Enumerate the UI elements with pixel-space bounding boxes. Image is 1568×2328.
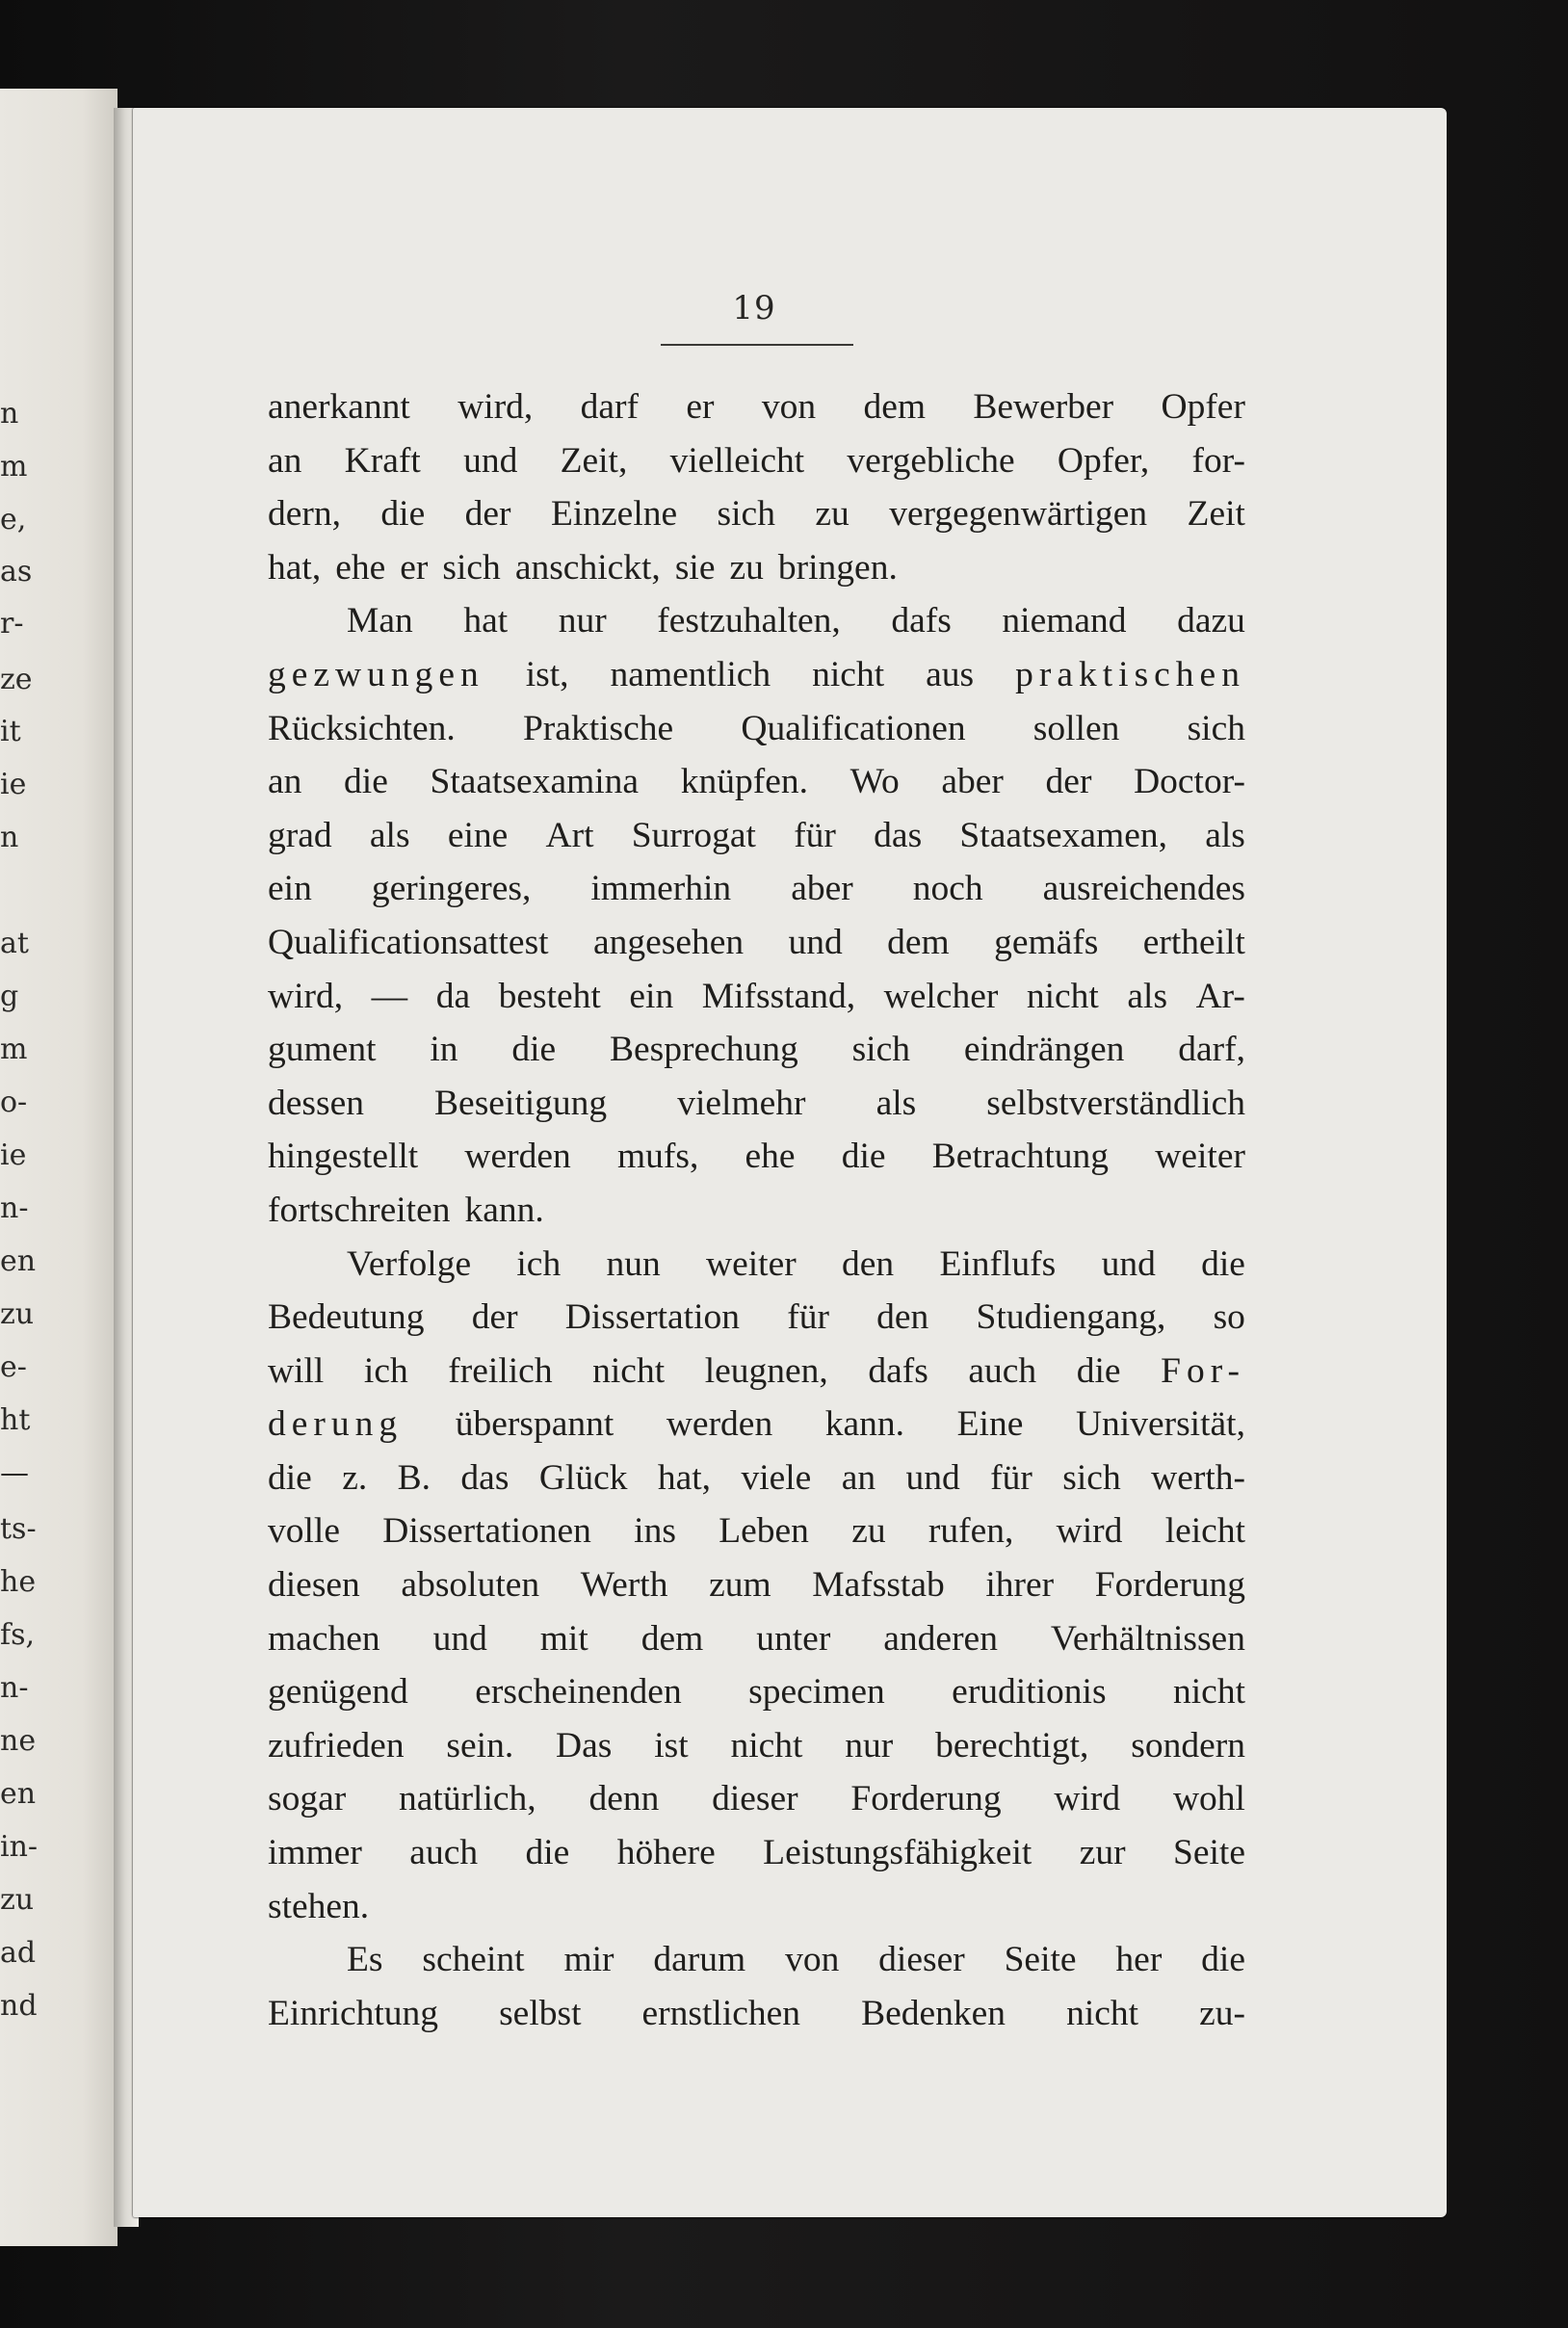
text-word: Opfer xyxy=(1161,387,1245,427)
text-word: für xyxy=(787,1297,829,1338)
text-word: festzuhalten, xyxy=(657,601,841,641)
text-word: Bewerber xyxy=(973,387,1114,427)
text-word: dieser xyxy=(878,1940,965,1980)
text-word: Besprechung xyxy=(609,1030,798,1070)
text-word: nicht xyxy=(730,1725,803,1766)
text-word: Eine xyxy=(956,1404,1024,1445)
page-number: 19 xyxy=(732,289,776,327)
text-word: als xyxy=(1205,815,1245,855)
text-word: auch xyxy=(409,1833,479,1873)
text-word: hingestellt xyxy=(268,1137,419,1177)
text-word: Einzelne xyxy=(550,494,678,535)
text-word: das xyxy=(874,815,923,855)
text-word: dem xyxy=(640,1618,704,1659)
text-word: der xyxy=(464,494,511,535)
text-word: in xyxy=(430,1030,458,1070)
left-page-fragment: at xyxy=(0,927,29,960)
left-page-fragment: o- xyxy=(0,1086,28,1119)
left-page-fragment: n- xyxy=(0,1191,29,1225)
text-word: Bedenken xyxy=(861,1993,1006,2033)
text-line xyxy=(268,1826,1245,1880)
text-word: Qualificationen xyxy=(741,708,966,748)
text-word: ausreichendes xyxy=(1042,869,1245,909)
text-word: den xyxy=(842,1243,895,1284)
left-page-fragment: m xyxy=(0,1033,28,1066)
text-word: absoluten xyxy=(401,1565,540,1606)
text-word: dieser xyxy=(712,1779,798,1819)
text-word: dafs xyxy=(891,601,952,641)
text-word: werth- xyxy=(1151,1457,1245,1498)
text-word: Einrichtung xyxy=(268,1993,439,2033)
text-line xyxy=(268,1345,1245,1399)
text-line xyxy=(268,1452,1245,1505)
text-word: hat xyxy=(463,601,509,641)
text-line xyxy=(268,1504,1245,1558)
text-word: zufrieden xyxy=(268,1725,405,1766)
text-word: Art xyxy=(545,815,594,855)
text-word: namentlich xyxy=(610,654,771,694)
text-word: rufen, xyxy=(928,1511,1014,1552)
text-word: die xyxy=(1201,1243,1245,1284)
text-word: sich xyxy=(1187,708,1245,748)
text-word: wird xyxy=(1054,1779,1121,1819)
text-word: von xyxy=(785,1940,840,1980)
text-word: leicht xyxy=(1164,1511,1245,1552)
text-line xyxy=(268,1558,1245,1612)
text-line xyxy=(268,1719,1245,1773)
text-word: zu xyxy=(851,1511,886,1552)
text-word: Mafsstab xyxy=(812,1565,945,1606)
text-word: Es xyxy=(347,1940,383,1980)
text-word: vergebliche xyxy=(847,440,1015,481)
text-word: er xyxy=(400,547,429,588)
text-word: sich xyxy=(442,547,501,588)
text-word: unter xyxy=(756,1618,831,1659)
text-line xyxy=(268,487,1245,541)
text-line xyxy=(268,1933,1245,1987)
text-word: z. xyxy=(342,1457,368,1498)
text-word: Zeit, xyxy=(560,440,628,481)
text-word: ist xyxy=(654,1725,689,1766)
text-word: angesehen xyxy=(592,922,745,962)
text-word: kann. xyxy=(824,1404,905,1445)
text-word: von xyxy=(761,387,817,427)
text-word: da xyxy=(435,976,471,1016)
text-word: ein xyxy=(629,976,674,1016)
left-page-fragment: e- xyxy=(0,1350,27,1384)
text-word: dern, xyxy=(268,494,342,535)
text-word: und xyxy=(463,440,518,481)
text-word: werden xyxy=(464,1137,571,1177)
text-word: Seite xyxy=(1172,1833,1245,1873)
right-page xyxy=(133,108,1447,2217)
text-word: Dissertation xyxy=(564,1297,741,1338)
text-word: nur xyxy=(558,601,607,641)
text-word: Rücksichten. xyxy=(268,708,456,748)
text-word: will xyxy=(268,1350,325,1391)
text-word: die xyxy=(1201,1940,1245,1980)
text-word: grad xyxy=(268,815,332,855)
text-word: aber xyxy=(941,762,1004,802)
text-word: so xyxy=(1213,1297,1245,1338)
text-line xyxy=(268,1130,1245,1184)
text-line xyxy=(268,1077,1245,1131)
text-word: eruditionis xyxy=(952,1672,1107,1713)
text-word: selbstverständlich xyxy=(986,1083,1245,1123)
left-page-fragment: r- xyxy=(0,607,24,641)
text-line xyxy=(268,755,1245,809)
left-page-fragment: it xyxy=(0,715,21,748)
text-word: leugnen, xyxy=(704,1350,828,1391)
text-word: anschickt, xyxy=(514,547,661,588)
text-word: Verfolge xyxy=(347,1243,472,1284)
text-word: zu- xyxy=(1199,1993,1245,2033)
text-word: besteht xyxy=(498,976,601,1016)
text-word: die xyxy=(1076,1350,1121,1391)
left-page-fragment: fs, xyxy=(0,1618,36,1652)
text-word: dem xyxy=(863,387,927,427)
text-line xyxy=(268,809,1245,863)
text-word: nicht xyxy=(1026,976,1099,1016)
text-word: Forderung xyxy=(850,1779,1002,1819)
text-line xyxy=(268,702,1245,756)
text-word: ein xyxy=(268,869,312,909)
text-word: mufs, xyxy=(616,1137,699,1177)
text-word: praktischen xyxy=(1015,654,1245,694)
text-word: zu xyxy=(815,494,849,535)
text-word: machen xyxy=(268,1618,380,1659)
text-word: zu xyxy=(729,547,764,588)
text-word: Kraft xyxy=(344,440,421,481)
text-word: gemäfs xyxy=(994,922,1099,962)
left-page-fragment: m xyxy=(0,450,28,484)
text-word: vielleicht xyxy=(669,440,805,481)
text-word: For- xyxy=(1161,1350,1245,1391)
text-word: dessen xyxy=(268,1083,364,1123)
text-word: fortschreiten xyxy=(268,1190,451,1230)
text-word: und xyxy=(1101,1243,1156,1284)
text-word: mit xyxy=(539,1618,588,1659)
page-number-rule xyxy=(661,344,853,346)
text-word: hat, xyxy=(268,547,322,588)
text-line xyxy=(268,380,1245,434)
text-word: derung xyxy=(268,1404,404,1445)
text-word: Bedeutung xyxy=(268,1297,425,1338)
text-word: freilich xyxy=(448,1350,553,1391)
text-word: Das xyxy=(556,1725,613,1766)
left-page-fragment: en xyxy=(0,1244,37,1278)
text-line xyxy=(268,1772,1245,1826)
text-word: Glück xyxy=(538,1457,628,1498)
text-word: werden xyxy=(666,1404,773,1445)
text-word: nun xyxy=(606,1243,661,1284)
text-word: das xyxy=(460,1457,510,1498)
text-word: welcher xyxy=(883,976,999,1016)
left-page-fragment: ie xyxy=(0,768,27,801)
text-word: berechtigt, xyxy=(935,1725,1089,1766)
text-line xyxy=(268,541,1245,595)
text-word: nicht xyxy=(1173,1672,1245,1713)
text-word: Mifsstand, xyxy=(701,976,856,1016)
text-word: Staatsexamina xyxy=(430,762,640,802)
text-word: eindrängen xyxy=(963,1030,1125,1070)
text-word: sie xyxy=(674,547,716,588)
text-word: gezwungen xyxy=(268,654,484,694)
text-line xyxy=(268,1291,1245,1345)
text-word: sogar xyxy=(268,1779,347,1819)
text-word: diesen xyxy=(268,1565,360,1606)
text-word: für xyxy=(990,1457,1032,1498)
text-word: bringen. xyxy=(777,547,898,588)
text-word: stehen. xyxy=(268,1886,370,1926)
text-word: für xyxy=(794,815,836,855)
text-word: auch xyxy=(968,1350,1037,1391)
text-word: anderen xyxy=(883,1618,998,1659)
text-word: und xyxy=(432,1618,487,1659)
text-word: und xyxy=(788,922,843,962)
text-word: an xyxy=(268,440,302,481)
left-page-edge xyxy=(0,89,118,2246)
text-word: gument xyxy=(268,1030,377,1070)
text-word: Werth xyxy=(580,1565,668,1606)
text-word: genügend xyxy=(268,1672,408,1713)
left-page-fragment: ie xyxy=(0,1138,27,1172)
left-page-fragment: n xyxy=(0,397,19,431)
text-word: nicht xyxy=(592,1350,666,1391)
text-word: weiter xyxy=(1155,1137,1245,1177)
text-word: die xyxy=(268,1457,312,1498)
text-line xyxy=(268,1665,1245,1719)
text-word: wird, xyxy=(457,387,534,427)
text-word: hat, xyxy=(657,1457,712,1498)
text-word: ertheilt xyxy=(1142,922,1245,962)
text-word: Leben xyxy=(719,1511,809,1552)
text-line xyxy=(268,648,1245,702)
text-word: Praktische xyxy=(522,708,674,748)
text-word: als xyxy=(875,1083,917,1123)
text-word: B. xyxy=(397,1457,431,1498)
text-word: niemand xyxy=(1002,601,1127,641)
text-word: Beseitigung xyxy=(434,1083,608,1123)
text-word: knüpfen. xyxy=(680,762,808,802)
text-word: an xyxy=(268,762,302,802)
text-word: vergegenwärtigen xyxy=(889,494,1148,535)
text-word: kann. xyxy=(464,1190,544,1230)
text-line xyxy=(268,1880,1245,1934)
left-page-fragment: en xyxy=(0,1777,37,1811)
left-page-fragment: in- xyxy=(0,1830,39,1864)
left-page-fragment: ze xyxy=(0,663,33,696)
text-word: vielmehr xyxy=(677,1083,806,1123)
text-word: Seite xyxy=(1004,1940,1077,1980)
text-word: Surrogat xyxy=(631,815,756,855)
text-line xyxy=(268,594,1245,648)
text-word: sich xyxy=(717,494,775,535)
text-word: eine xyxy=(447,815,509,855)
text-word: Verhältnissen xyxy=(1050,1618,1245,1659)
text-word: dafs xyxy=(868,1350,928,1391)
text-word: her xyxy=(1115,1940,1163,1980)
text-word: scheint xyxy=(422,1940,525,1980)
text-word: sich xyxy=(1062,1457,1121,1498)
text-word: sondern xyxy=(1131,1725,1245,1766)
text-word: Doctor- xyxy=(1134,762,1245,802)
text-line xyxy=(268,916,1245,970)
left-page-fragment: ne xyxy=(0,1724,37,1758)
text-word: specimen xyxy=(748,1672,885,1713)
text-word: überspannt xyxy=(455,1404,614,1445)
text-line xyxy=(268,434,1245,488)
left-page-fragment: n xyxy=(0,821,19,854)
text-line xyxy=(268,970,1245,1024)
text-word: und xyxy=(905,1457,960,1498)
left-page-fragment: he xyxy=(0,1565,37,1599)
text-word: als xyxy=(1127,976,1168,1016)
text-word: darum xyxy=(653,1940,746,1980)
left-page-fragment: as xyxy=(0,555,33,589)
text-word: wohl xyxy=(1172,1779,1245,1819)
text-word: Wo xyxy=(849,762,900,802)
text-word: wird xyxy=(1056,1511,1123,1552)
text-word: ehe xyxy=(745,1137,796,1177)
text-word: noch xyxy=(912,869,983,909)
text-line xyxy=(268,1023,1245,1077)
left-page-fragment: ts- xyxy=(0,1512,37,1546)
text-word: mir xyxy=(563,1940,614,1980)
text-word: zum xyxy=(709,1565,771,1606)
text-word: Staatsexamen, xyxy=(959,815,1167,855)
text-word: an xyxy=(841,1457,876,1498)
text-word: zur xyxy=(1079,1833,1126,1873)
text-word: Leistungsfähigkeit xyxy=(763,1833,1032,1873)
text-word: sollen xyxy=(1032,708,1120,748)
text-word: Qualificationsattest xyxy=(268,922,549,962)
text-word: die xyxy=(344,762,388,802)
text-word: aber xyxy=(791,869,853,909)
text-word: die xyxy=(525,1833,570,1873)
text-word: darf xyxy=(580,387,640,427)
text-word: Zeit xyxy=(1187,494,1245,535)
left-page-fragment: ad xyxy=(0,1936,37,1970)
text-word: Forderung xyxy=(1094,1565,1245,1606)
text-word: Man xyxy=(347,601,413,641)
text-word: der xyxy=(471,1297,518,1338)
text-word: immer xyxy=(268,1833,362,1873)
text-word: ihrer xyxy=(985,1565,1055,1606)
left-page-fragment: g xyxy=(0,980,19,1013)
text-word: ist, xyxy=(525,654,569,694)
text-word: als xyxy=(369,815,410,855)
text-line xyxy=(268,862,1245,916)
text-line xyxy=(268,1987,1245,2041)
text-word: selbst xyxy=(499,1993,582,2033)
text-line xyxy=(268,1612,1245,1666)
left-page-fragment: zu xyxy=(0,1297,35,1331)
text-word: geringeres, xyxy=(371,869,532,909)
text-word: sein. xyxy=(446,1725,514,1766)
text-word: volle xyxy=(268,1511,340,1552)
text-word: nur xyxy=(845,1725,894,1766)
text-word: ins xyxy=(634,1511,676,1552)
text-word: Opfer, xyxy=(1057,440,1150,481)
body-text xyxy=(268,380,1245,2040)
left-page-fragment: ht xyxy=(0,1403,31,1437)
text-word: nicht xyxy=(1066,1993,1139,2033)
text-word: nicht xyxy=(812,654,885,694)
text-word: Betrachtung xyxy=(931,1137,1110,1177)
text-word: den xyxy=(876,1297,929,1338)
text-word: ich xyxy=(516,1243,562,1284)
text-word: viele xyxy=(741,1457,812,1498)
text-word: sich xyxy=(851,1030,910,1070)
text-word: er xyxy=(686,387,715,427)
left-page-fragment: nd xyxy=(0,1989,38,2023)
text-word: natürlich, xyxy=(399,1779,536,1819)
text-word: Dissertationen xyxy=(382,1511,591,1552)
text-word: die xyxy=(511,1030,557,1070)
text-line xyxy=(268,1238,1245,1292)
left-page-fragment: n- xyxy=(0,1671,29,1705)
left-page-fragment: — xyxy=(0,1456,29,1490)
text-word: erscheinenden xyxy=(475,1672,682,1713)
text-line xyxy=(268,1184,1245,1238)
text-line xyxy=(268,1398,1245,1452)
text-word: Studiengang, xyxy=(976,1297,1166,1338)
text-word: anerkannt xyxy=(268,387,410,427)
text-word: weiter xyxy=(706,1243,797,1284)
text-word: for- xyxy=(1191,440,1245,481)
text-word: Ar- xyxy=(1195,976,1245,1016)
text-word: ich xyxy=(363,1350,408,1391)
text-word: denn xyxy=(588,1779,660,1819)
text-word: — xyxy=(371,976,408,1016)
text-word: Universität, xyxy=(1075,1404,1245,1445)
left-page-fragment: e, xyxy=(0,503,27,536)
text-word: aus xyxy=(926,654,975,694)
text-word: höhere xyxy=(616,1833,716,1873)
text-word: wird, xyxy=(268,976,344,1016)
text-word: dazu xyxy=(1177,601,1245,641)
text-word: ehe xyxy=(335,547,386,588)
text-word: immerhin xyxy=(590,869,732,909)
text-word: die xyxy=(841,1137,886,1177)
text-word: dem xyxy=(887,922,950,962)
text-word: die xyxy=(380,494,426,535)
text-word: darf, xyxy=(1178,1030,1245,1070)
text-word: der xyxy=(1045,762,1092,802)
text-word: ernstlichen xyxy=(641,1993,801,2033)
left-page-fragment: zu xyxy=(0,1883,35,1917)
text-word: Einflufs xyxy=(939,1243,1057,1284)
